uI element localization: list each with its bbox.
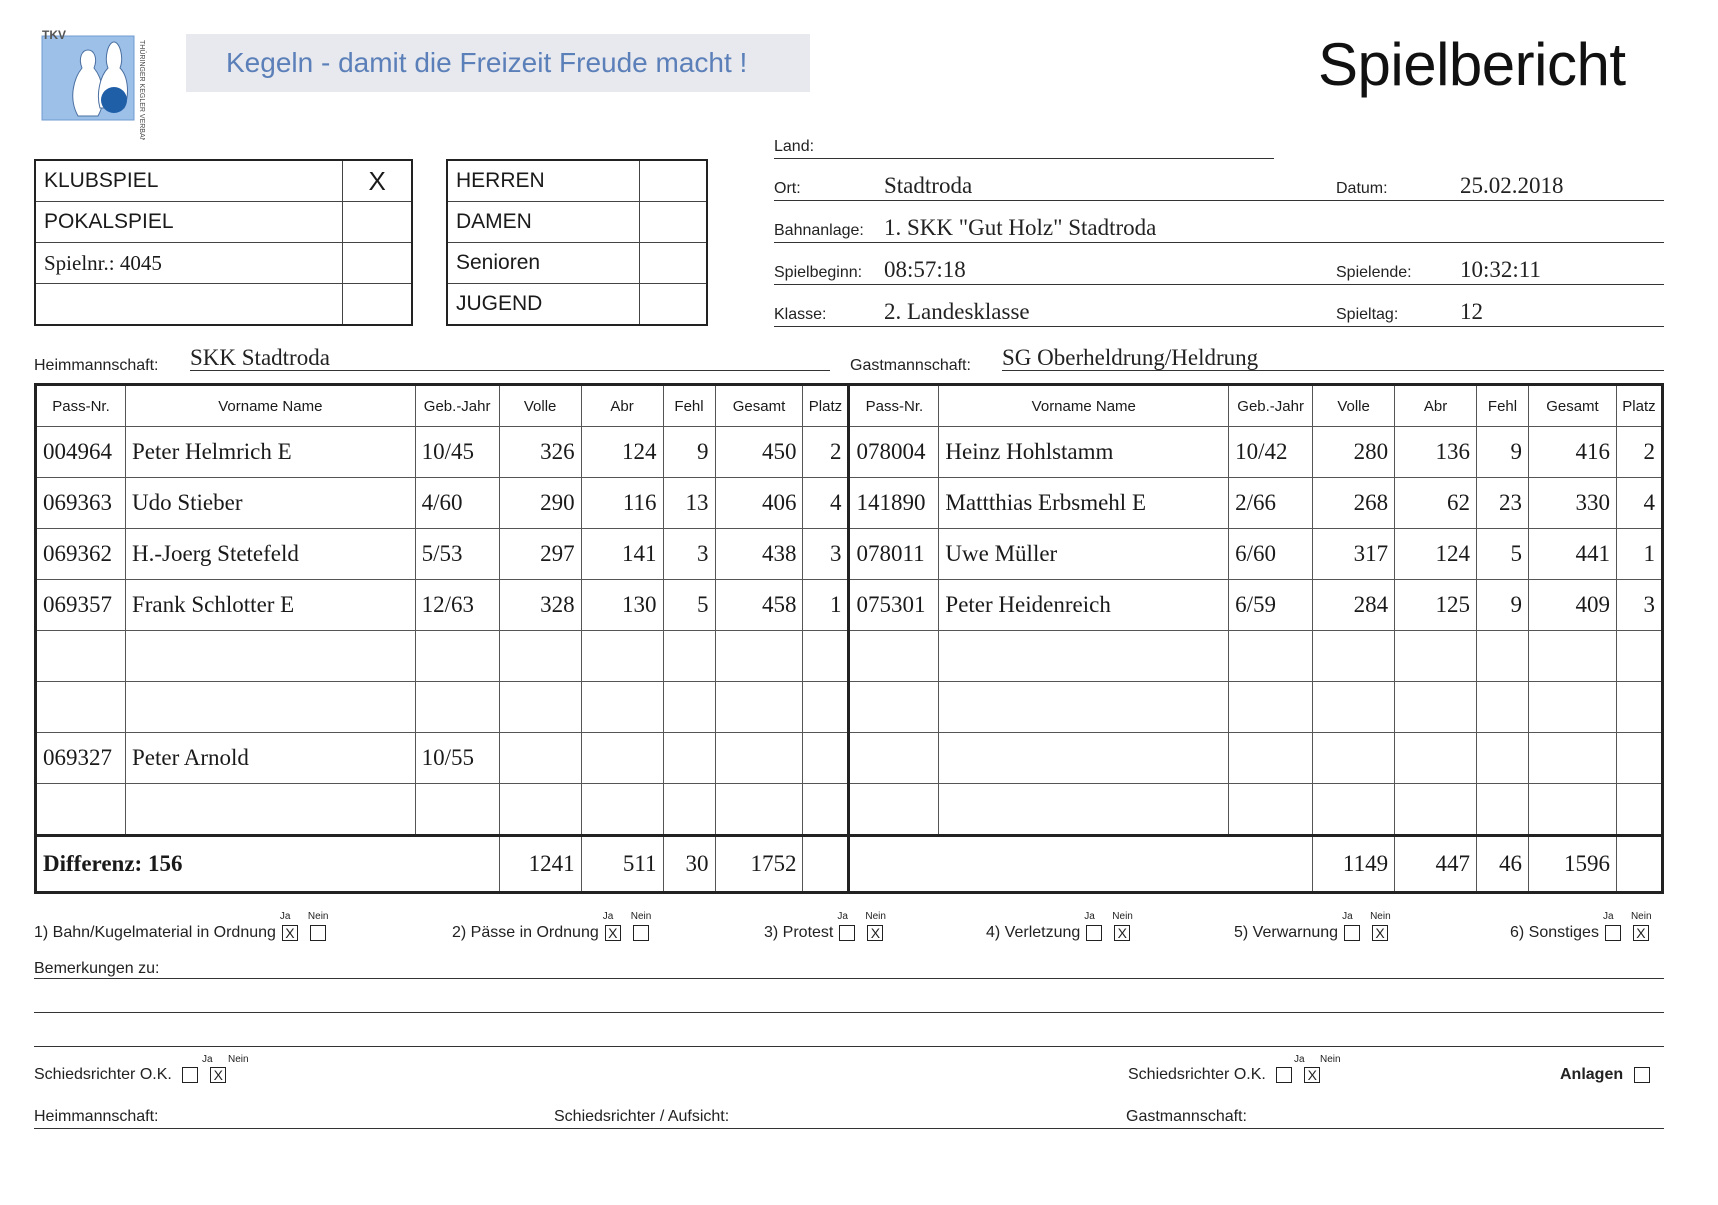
guest-cell [849,784,939,836]
home-cell: 4/60 [415,478,499,529]
home-sum-platz [803,836,849,893]
check-nein-label: Nein [865,910,886,922]
table-header-row [36,385,1663,427]
match-type-mark [343,202,412,243]
check-nein-checkbox[interactable]: X [1633,925,1649,941]
remarks-rule-3 [34,1046,1664,1047]
home-cell: 12/63 [415,580,499,631]
datum-value: 25.02.2018 [1460,173,1564,198]
bahnanlage-rule [774,242,1664,243]
referee-home-nein-label: Nein [228,1054,249,1065]
home-cell [415,631,499,682]
guest-cell: 136 [1395,427,1477,478]
home-cell: Peter Arnold [125,733,415,784]
referee-home [34,1066,232,1084]
guest-sum-fehl: 46 [1477,836,1529,893]
check-item [764,924,889,942]
guest-cell: 3 [1616,580,1662,631]
col-gesamt: Gesamt [1528,385,1616,427]
guest-cell: Heinz Hohlstamm [939,427,1229,478]
guest-cell [1477,682,1529,733]
home-cell [581,733,663,784]
home-team-rule [190,370,830,371]
category-mark [640,202,707,243]
home-cell [803,631,849,682]
guest-cell [1616,631,1662,682]
sum-row [36,836,1663,893]
table-row [36,682,1663,733]
guest-cell: 2/66 [1229,478,1313,529]
category-mark [640,160,707,202]
check-item-label: 1) Bahn/Kugelmaterial in Ordnung [34,924,276,941]
guest-cell [1616,733,1662,784]
check-item [34,924,332,942]
check-item-label: 5) Verwarnung [1234,924,1339,941]
check-nein-checkbox[interactable] [633,925,649,941]
check-item [1510,924,1655,942]
home-cell [581,784,663,836]
check-ja-checkbox[interactable] [1086,925,1102,941]
bahnanlage-label: Bahnanlage: [774,222,864,239]
guest-cell: 5 [1477,529,1529,580]
check-item-label: 3) Protest [764,924,834,941]
home-cell: 297 [499,529,581,580]
home-cell: 069327 [36,733,126,784]
guest-cell: 9 [1477,580,1529,631]
guest-cell [1229,631,1313,682]
spieltag-value: 12 [1460,299,1483,324]
home-sum-volle: 1241 [499,836,581,893]
guest-cell [939,784,1229,836]
check-item [986,924,1136,942]
col-pass-nr: Pass-Nr. [849,385,939,427]
guest-cell [1313,733,1395,784]
referee-home-label: Schiedsrichter O.K. [34,1066,172,1083]
check-nein-label: Nein [1630,910,1652,922]
home-cell [803,682,849,733]
land-rule [774,158,1274,159]
guest-cell [1229,733,1313,784]
home-cell: 5/53 [415,529,499,580]
home-cell: Udo Stieber [125,478,415,529]
svg-text:THÜRINGER KEGLER VERBAND e.V.: THÜRINGER KEGLER VERBAND e.V. [138,40,145,140]
guest-cell: 330 [1528,478,1616,529]
spielbeginn-value: 08:57:18 [884,257,966,282]
match-type-row [35,160,412,202]
check-ja-label: Ja [602,910,614,922]
home-cell: 3 [803,529,849,580]
sig-referee-label: Schiedsrichter / Aufsicht: [554,1108,730,1125]
guest-cell [1528,784,1616,836]
guest-cell: 409 [1528,580,1616,631]
guest-cell [1313,682,1395,733]
category-row [447,202,707,243]
home-cell [715,733,803,784]
guest-cell [939,733,1229,784]
klasse-rule [774,326,1664,327]
col-geb-jahr: Geb.-Jahr [1229,385,1313,427]
check-ja-checkbox[interactable] [1344,925,1360,941]
home-cell [415,784,499,836]
home-cell [415,682,499,733]
home-sum-fehl: 30 [663,836,715,893]
ort-rule [774,200,1664,201]
col-fehl: Fehl [1477,385,1529,427]
guest-cell: 4 [1616,478,1662,529]
category-mark [640,284,707,326]
home-cell: H.-Joerg Stetefeld [125,529,415,580]
home-cell [499,631,581,682]
home-cell: Peter Helmrich E [125,427,415,478]
category-row [447,160,707,202]
guest-cell: 124 [1395,529,1477,580]
home-cell [663,784,715,836]
guest-cell [1313,784,1395,836]
difference-label: Differenz: 156 [36,836,500,893]
bowling-pins-icon [38,28,158,140]
col-geb-jahr: Geb.-Jahr [415,385,499,427]
guest-cell [1616,682,1662,733]
guest-cell [1229,784,1313,836]
guest-cell: 9 [1477,427,1529,478]
guest-cell: 1 [1616,529,1662,580]
home-cell [803,733,849,784]
guest-cell: 141890 [849,478,939,529]
home-cell: 406 [715,478,803,529]
guest-sum-spacer [849,836,1313,893]
check-ja-checkbox[interactable]: X [605,925,621,941]
referee-home-ja-checkbox[interactable] [182,1067,198,1083]
guest-cell: Peter Heidenreich [939,580,1229,631]
check-nein-label: Nein [630,910,652,922]
referee-guest-ja-checkbox[interactable] [1276,1067,1292,1083]
category-label: DAMEN [447,202,640,243]
match-type-mark [343,284,412,326]
category-box [446,159,708,326]
home-cell [36,784,126,836]
home-cell: 9 [663,427,715,478]
home-cell [499,733,581,784]
guest-team-value: SG Oberheldrung/Heldrung [1002,345,1259,370]
guest-cell [1395,631,1477,682]
referee-guest-label: Schiedsrichter O.K. [1128,1066,1266,1083]
table-row [36,478,1663,529]
guest-cell: 078011 [849,529,939,580]
guest-cell [1477,733,1529,784]
category-mark [640,243,707,284]
guest-sum-volle: 1149 [1313,836,1395,893]
page-title: Spielbericht [1318,31,1626,98]
guest-cell: 6/59 [1229,580,1313,631]
guest-cell [1528,733,1616,784]
guest-cell [1616,784,1662,836]
home-cell [663,631,715,682]
home-cell [125,631,415,682]
match-type-row [35,243,412,284]
ort-label: Ort: [774,180,801,197]
home-cell: 130 [581,580,663,631]
col-volle: Volle [499,385,581,427]
guest-cell: 075301 [849,580,939,631]
home-cell: 458 [715,580,803,631]
tkv-logo [38,28,158,140]
home-cell: 326 [499,427,581,478]
match-type-row [35,284,412,326]
check-item [452,924,655,942]
home-cell: 5 [663,580,715,631]
referee-guest [1128,1066,1326,1084]
guest-cell: 441 [1528,529,1616,580]
match-type-row [35,202,412,243]
home-cell [36,631,126,682]
home-team-label: Heimmannschaft: [34,357,159,374]
home-cell [581,682,663,733]
guest-cell [1528,631,1616,682]
sig-guest-label: Gastmannschaft: [1126,1108,1247,1125]
land-label: Land: [774,138,815,155]
check-nein-label: Nein [1112,910,1133,922]
time-rule [774,284,1664,285]
match-number: Spielnr.: 4045 [35,243,343,284]
guest-cell: 6/60 [1229,529,1313,580]
logo-text: TKV [42,28,66,42]
spielbeginn-label: Spielbeginn: [774,264,863,281]
guest-cell: 416 [1528,427,1616,478]
check-nein-checkbox[interactable]: X [1372,925,1388,941]
home-sum-abr: 511 [581,836,663,893]
check-nein-label: Nein [307,910,329,922]
remarks-label: Bemerkungen zu: [34,960,160,977]
guest-team-label: Gastmannschaft: [850,357,971,374]
check-ja-checkbox[interactable] [1605,925,1621,941]
slogan: Kegeln - damit die Freizeit Freude macht ! [186,34,810,92]
guest-cell [1313,631,1395,682]
col-fehl: Fehl [663,385,715,427]
guest-cell [939,631,1229,682]
col-gesamt: Gesamt [715,385,803,427]
table-row [36,733,1663,784]
sig-home-label: Heimmannschaft: [34,1108,159,1125]
home-cell [715,682,803,733]
guest-cell [1395,784,1477,836]
guest-cell [1395,733,1477,784]
home-cell [803,784,849,836]
home-cell: 3 [663,529,715,580]
match-type-label: POKALSPIEL [35,202,343,243]
guest-cell: 317 [1313,529,1395,580]
home-cell: 438 [715,529,803,580]
guest-cell [849,631,939,682]
guest-sum-abr: 447 [1395,836,1477,893]
guest-cell [1477,784,1529,836]
guest-cell [1528,682,1616,733]
bahnanlage-value: 1. SKK "Gut Holz" Stadtroda [884,215,1157,240]
check-nein-label: Nein [1370,910,1391,922]
home-cell: 450 [715,427,803,478]
guest-cell: 280 [1313,427,1395,478]
guest-team-rule [1002,370,1664,371]
check-ja-checkbox[interactable]: X [282,925,298,941]
home-team-value: SKK Stadtroda [190,345,330,370]
check-ja-label: Ja [1602,910,1614,922]
guest-cell: Mattthias Erbsmehl E [939,478,1229,529]
check-ja-label: Ja [1084,910,1095,922]
category-row [447,284,707,326]
check-nein-checkbox[interactable] [310,925,326,941]
guest-cell: 125 [1395,580,1477,631]
home-cell: 141 [581,529,663,580]
home-cell [125,784,415,836]
check-ja-checkbox[interactable] [839,925,855,941]
home-cell [663,733,715,784]
referee-home-nein-checkbox[interactable]: X [210,1067,226,1083]
col-name: Vorname Name [125,385,415,427]
guest-cell [1395,682,1477,733]
remarks-rule-2 [34,1012,1664,1013]
guest-cell: 62 [1395,478,1477,529]
category-label: Senioren [447,243,640,284]
home-cell: 328 [499,580,581,631]
guest-cell: 284 [1313,580,1395,631]
guest-sum-gesamt: 1596 [1528,836,1616,893]
category-row [447,243,707,284]
home-sum-gesamt: 1752 [715,836,803,893]
match-type-mark: X [343,160,412,202]
home-cell [715,631,803,682]
guest-cell [849,682,939,733]
table-row [36,631,1663,682]
results-table [34,383,1664,894]
home-cell [36,682,126,733]
match-type-box [34,159,413,326]
col-abr: Abr [581,385,663,427]
home-cell: 069357 [36,580,126,631]
match-type-label: KLUBSPIEL [35,160,343,202]
check-item [1234,924,1394,942]
home-cell [581,631,663,682]
check-nein-checkbox[interactable]: X [867,925,883,941]
home-cell: 004964 [36,427,126,478]
home-cell: 124 [581,427,663,478]
check-ja-label: Ja [837,910,848,922]
guest-cell: 23 [1477,478,1529,529]
remarks-rule-1 [34,978,1664,979]
spieltag-label: Spieltag: [1336,306,1399,323]
spielende-value: 10:32:11 [1460,257,1541,282]
check-nein-checkbox[interactable]: X [1114,925,1130,941]
col-abr: Abr [1395,385,1477,427]
home-cell: 10/55 [415,733,499,784]
home-cell: 10/45 [415,427,499,478]
guest-cell: Uwe Müller [939,529,1229,580]
home-cell [499,682,581,733]
match-type-mark [343,243,412,284]
anlagen [1560,1066,1656,1084]
col-name: Vorname Name [939,385,1229,427]
col-platz: Platz [803,385,849,427]
home-cell: 290 [499,478,581,529]
home-cell: 069362 [36,529,126,580]
home-cell: 069363 [36,478,126,529]
check-item-label: 6) Sonstiges [1510,924,1599,941]
guest-cell [1229,682,1313,733]
guest-sum-platz [1616,836,1662,893]
klasse-value: 2. Landesklasse [884,299,1030,324]
referee-guest-nein-checkbox[interactable]: X [1304,1067,1320,1083]
home-cell: 116 [581,478,663,529]
category-label: HERREN [447,160,640,202]
table-row [36,784,1663,836]
col-volle: Volle [1313,385,1395,427]
guest-cell [1477,631,1529,682]
col-pass-nr: Pass-Nr. [36,385,126,427]
table-row [36,529,1663,580]
match-type-label [35,284,343,326]
referee-guest-ja-label: Ja [1294,1054,1305,1065]
check-item-label: 4) Verletzung [986,924,1081,941]
guest-cell: 2 [1616,427,1662,478]
guest-cell: 268 [1313,478,1395,529]
home-cell: 4 [803,478,849,529]
referee-guest-nein-label: Nein [1320,1054,1341,1065]
home-cell: 13 [663,478,715,529]
guest-cell: 10/42 [1229,427,1313,478]
referee-home-ja-label: Ja [202,1054,213,1065]
anlagen-checkbox[interactable] [1634,1067,1650,1083]
category-label: JUGEND [447,284,640,326]
col-platz: Platz [1616,385,1662,427]
guest-cell [939,682,1229,733]
home-cell [499,784,581,836]
spielende-label: Spielende: [1336,264,1412,281]
home-cell: Frank Schlotter E [125,580,415,631]
check-ja-label: Ja [1342,910,1353,922]
table-row [36,427,1663,478]
check-ja-label: Ja [279,910,291,922]
guest-cell [849,733,939,784]
home-cell [663,682,715,733]
table-row [36,580,1663,631]
signature-rule [34,1128,1664,1129]
home-cell [125,682,415,733]
anlagen-label: Anlagen [1560,1066,1624,1083]
klasse-label: Klasse: [774,306,827,323]
guest-cell: 078004 [849,427,939,478]
datum-label: Datum: [1336,180,1388,197]
ort-value: Stadtroda [884,173,973,198]
home-cell: 2 [803,427,849,478]
check-item-label: 2) Pässe in Ordnung [452,924,599,941]
home-cell: 1 [803,580,849,631]
home-cell [715,784,803,836]
